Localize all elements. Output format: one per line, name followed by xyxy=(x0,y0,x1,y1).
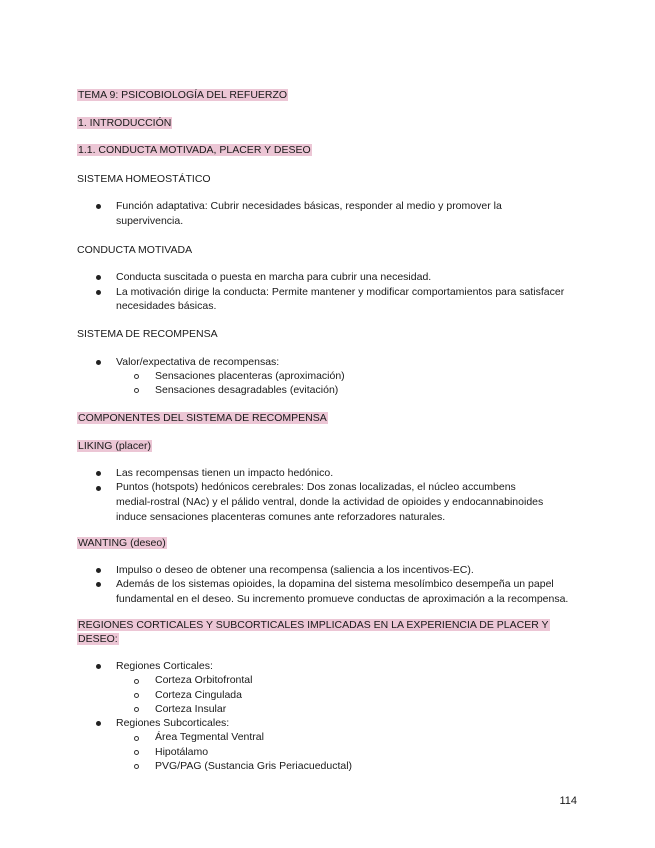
sub-bullet-icon xyxy=(134,374,139,379)
heading-introduccion: 1. INTRODUCCIÓN xyxy=(78,117,172,129)
bullet-icon xyxy=(96,360,101,365)
sub-bullet-icon xyxy=(134,679,139,684)
sub-bullet-icon xyxy=(134,736,139,741)
sub-bullet-icon xyxy=(134,388,139,393)
sub-bullet-icon xyxy=(134,693,139,698)
page-number: 114 xyxy=(559,795,577,807)
sub-bullet-text: Hipotálamo xyxy=(155,746,209,758)
heading-regiones-line1: REGIONES CORTICALES Y SUBCORTICALES IMPLICADAS EN LA EXPERIENCIA DE PLACER Y xyxy=(78,619,549,631)
bullet-icon xyxy=(96,486,101,491)
bullet-text: La motivación dirige la conducta: Permite mantener y modificar comportamientos para satisfacer xyxy=(116,286,565,298)
bullet-text: Impulso o deseo de obtener una recompensa (saliencia a los incentivos-EC). xyxy=(116,564,474,576)
bullet-text: supervivencia. xyxy=(116,215,184,227)
heading-wanting: WANTING (deseo) xyxy=(78,537,166,549)
heading-tema: TEMA 9: PSICOBIOLOGÍA DEL REFUERZO xyxy=(78,89,288,101)
bullet-icon xyxy=(96,568,101,573)
bullet-icon xyxy=(96,664,101,669)
bullet-text: Además de los sistemas opioides, la dopamina del sistema mesolímbico desempeña un papel xyxy=(116,578,554,590)
sub-bullet-text: Corteza Orbitofrontal xyxy=(155,674,253,686)
sub-bullet-text: Corteza Cingulada xyxy=(155,689,242,701)
sub-bullet-text: Sensaciones desagradables (evitación) xyxy=(155,384,339,396)
bullet-text: Valor/expectativa de recompensas: xyxy=(116,356,280,368)
section-title-sistema-homeostatico: SISTEMA HOMEOSTÁTICO xyxy=(77,173,211,185)
bullet-icon xyxy=(96,471,101,476)
bullet-text: Regiones Subcorticales: xyxy=(116,717,230,729)
bullet-text: Las recompensas tienen un impacto hedónico. xyxy=(116,467,334,479)
bullet-text: medial-rostral (NAc) y el pálido ventral, donde la actividad de opioides y endocannabinoides xyxy=(116,496,544,508)
bullet-icon xyxy=(96,721,101,726)
bullet-icon xyxy=(96,290,101,295)
bullet-icon xyxy=(96,204,101,209)
bullet-text: necesidades básicas. xyxy=(116,300,217,312)
heading-componentes: COMPONENTES DEL SISTEMA DE RECOMPENSA xyxy=(78,412,327,424)
bullet-text: fundamental en el deseo. Su incremento promueve conductas de aproximación a la recompensa. xyxy=(116,593,569,605)
heading-regiones-line2: DESEO: xyxy=(78,633,118,645)
sub-bullet-text: PVG/PAG (Sustancia Gris Periacueductal) xyxy=(155,760,353,772)
sub-bullet-icon xyxy=(134,707,139,712)
bullet-icon xyxy=(96,275,101,280)
bullet-text: induce sensaciones placenteras comunes ante reforzadores naturales. xyxy=(116,511,446,523)
bullet-text: Puntos (hotspots) hedónicos cerebrales: Dos zonas localizadas, el núcleo accumbens xyxy=(116,481,516,493)
sub-bullet-text: Área Tegmental Ventral xyxy=(155,731,264,743)
sub-bullet-icon xyxy=(134,750,139,755)
section-title-conducta-motivada: CONDUCTA MOTIVADA xyxy=(77,244,193,256)
heading-conducta-motivada-placer-deseo: 1.1. CONDUCTA MOTIVADA, PLACER Y DESEO xyxy=(78,144,311,156)
heading-liking: LIKING (placer) xyxy=(78,440,151,452)
bullet-text: Función adaptativa: Cubrir necesidades básicas, responder al medio y promover la xyxy=(116,200,502,212)
bullet-text: Regiones Corticales: xyxy=(116,660,213,672)
bullet-icon xyxy=(96,582,101,587)
sub-bullet-text: Corteza Insular xyxy=(155,703,227,715)
sub-bullet-text: Sensaciones placenteras (aproximación) xyxy=(155,370,345,382)
bullet-text: Conducta suscitada o puesta en marcha para cubrir una necesidad. xyxy=(116,271,432,283)
sub-bullet-icon xyxy=(134,764,139,769)
section-title-sistema-recompensa: SISTEMA DE RECOMPENSA xyxy=(77,328,218,340)
